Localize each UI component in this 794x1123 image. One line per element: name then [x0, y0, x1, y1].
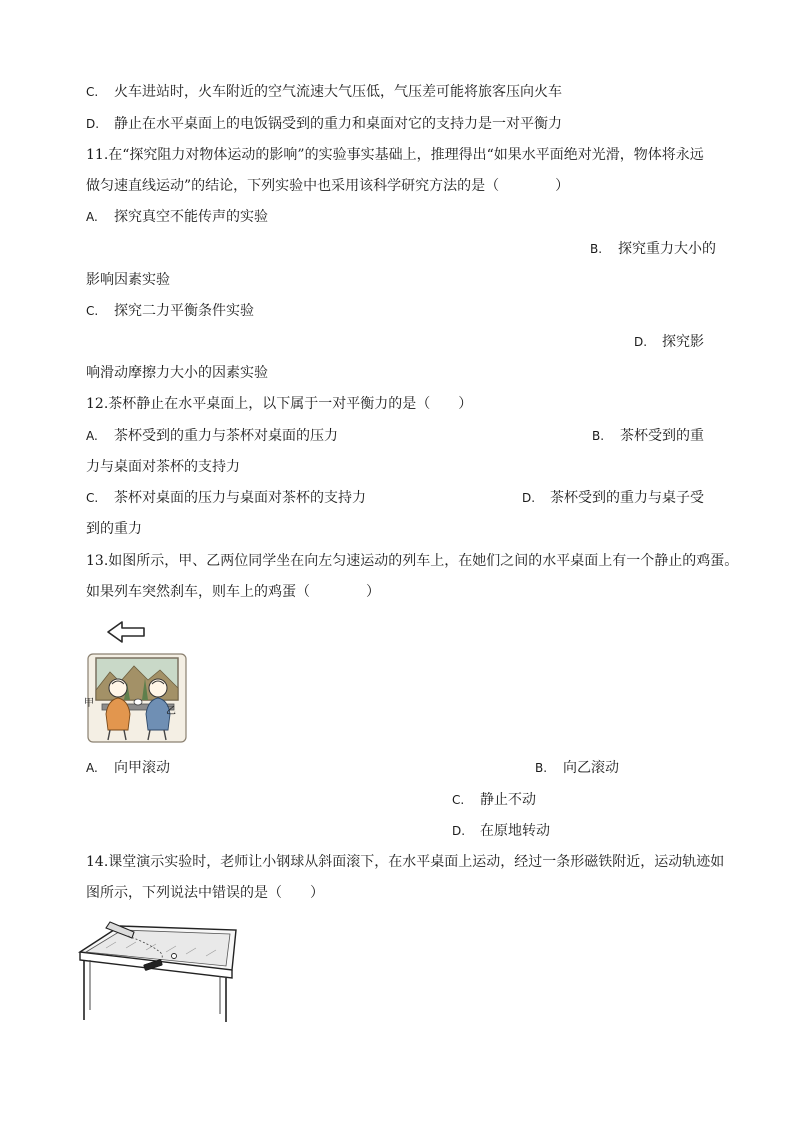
option-text: 在原地转动: [480, 823, 550, 839]
q13-stem-line1: 13.如图所示，甲、乙两位同学坐在向左匀速运动的列车上，在她们之间的水平桌面上有一个静止的鸡蛋。: [86, 553, 739, 569]
option-text: 茶杯受到的重力与茶杯对桌面的压力: [114, 428, 338, 444]
q13-option-d[interactable]: [452, 822, 550, 840]
option-text: 茶杯受到的重: [620, 428, 704, 444]
option-label: C.: [86, 304, 99, 318]
label-jia: 甲: [84, 698, 94, 709]
option-label: D.: [452, 824, 466, 838]
q12-option-c[interactable]: [86, 489, 366, 507]
q12-option-d[interactable]: [522, 489, 704, 507]
option-label: C.: [86, 85, 99, 99]
q12-option-b-continuation: 力与桌面对茶杯的支持力: [86, 459, 240, 475]
q12-option-d-continuation: 到的重力: [86, 521, 142, 537]
option-text: 茶杯对桌面的压力与桌面对茶杯的支持力: [114, 490, 366, 506]
q11-option-b[interactable]: [590, 240, 716, 258]
q12-stem-line1: 12.茶杯静止在水平桌面上，以下属于一对平衡力的是（ ）: [86, 396, 473, 412]
q11-option-d[interactable]: [634, 333, 704, 351]
option-text: 探究重力大小的: [618, 241, 716, 257]
q12-option-b[interactable]: [592, 427, 704, 445]
option-text: 向甲滚动: [114, 760, 170, 776]
q14-ramp-table-figure: [76, 912, 240, 1024]
option-text: 静止不动: [480, 792, 536, 808]
option-text: 火车进站时，火车附近的空气流速大气压低，气压差可能将旅客压向火车: [114, 84, 562, 100]
q13-train-figure: [84, 618, 196, 746]
q11-option-b-continuation: 影响因素实验: [86, 272, 170, 288]
option-label: A.: [86, 210, 98, 224]
q11-option-a[interactable]: [86, 208, 268, 226]
q14-stem-line1: 14.课堂演示实验时，老师让小钢球从斜面滚下，在水平桌面上运动，经过一条形磁铁附近，运动轨迹如: [86, 854, 725, 870]
option-label: D.: [522, 491, 536, 505]
train-illustration: [84, 618, 196, 746]
egg: [134, 699, 142, 705]
option-text: 静止在水平桌面上的电饭锅受到的重力和桌面对它的支持力是一对平衡力: [114, 116, 562, 132]
q10-option-c[interactable]: [86, 83, 562, 101]
q12-option-a[interactable]: [86, 427, 338, 445]
q13-option-c[interactable]: [452, 791, 536, 809]
label-yi: 乙: [166, 706, 176, 717]
option-label: D.: [86, 117, 100, 131]
q11-stem-line2: 做匀速直线运动”的结论，下列实验中也采用该科学研究方法的是（ ）: [86, 178, 570, 194]
option-text: 探究二力平衡条件实验: [114, 303, 254, 319]
option-text: 向乙滚动: [563, 760, 619, 776]
q13-option-b[interactable]: [535, 759, 619, 777]
option-label: C.: [452, 793, 465, 807]
option-label: B.: [592, 429, 605, 443]
option-label: B.: [535, 761, 548, 775]
magnet-table-illustration: [76, 912, 240, 1024]
option-label: D.: [634, 335, 648, 349]
option-text: 探究真空不能传声的实验: [114, 209, 268, 225]
option-label: B.: [590, 242, 603, 256]
q14-stem-line2: 图所示，下列说法中错误的是（ ）: [86, 885, 324, 901]
q11-option-c[interactable]: [86, 302, 254, 320]
q11-stem-line1: 11.在“探究阻力对物体运动的影响”的实验事实基础上，推理得出“如果水平面绝对光滑，物体将永远: [86, 147, 704, 163]
q10-option-d[interactable]: [86, 115, 562, 133]
option-text: 探究影: [662, 334, 704, 350]
option-label: C.: [86, 491, 99, 505]
option-text: 茶杯受到的重力与桌子受: [550, 490, 704, 506]
steel-ball: [172, 954, 177, 959]
q13-stem-line2: 如果列车突然刹车，则车上的鸡蛋（ ）: [86, 584, 380, 600]
option-label: A.: [86, 761, 98, 775]
left-arrow-icon: [108, 622, 144, 642]
q11-option-d-continuation: 响滑动摩擦力大小的因素实验: [86, 365, 268, 381]
option-label: A.: [86, 429, 98, 443]
q13-option-a[interactable]: [86, 759, 170, 777]
